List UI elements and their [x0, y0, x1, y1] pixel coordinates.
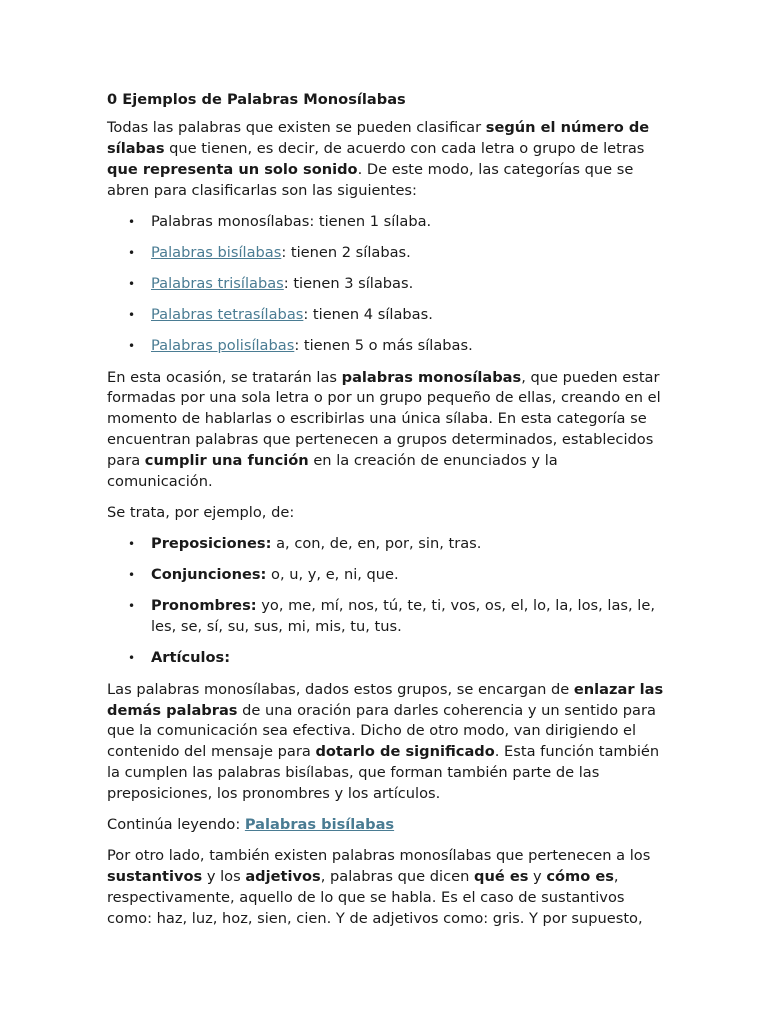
group-label: Pronombres: — [151, 597, 257, 615]
list-item — [151, 596, 667, 638]
page-title: 0 Ejemplos de Palabras Monosílabas — [107, 91, 406, 108]
article — [107, 90, 667, 940]
para4-text-1: Las palabras monosílabas, dados estos grupos, se encargan de — [107, 680, 574, 698]
category-text: : tienen 5 o más sílabas. — [294, 337, 473, 355]
list-item — [151, 534, 667, 555]
list-item — [151, 212, 667, 233]
intro-text-2: que tienen, es decir, de acuerdo con cada letra o grupo de letras — [164, 139, 645, 157]
para5-text-1: Por otro lado, también existen palabras monosílabas que pertenecen a los — [107, 846, 651, 864]
intro-bold-1: según el número de sílabas — [107, 118, 650, 157]
continue-label: Continúa leyendo: — [107, 816, 245, 834]
para5-text-5: , respectivamente, aquello de lo que se habla. Es el caso de sustantivos como: haz, luz, hoz, sien, cien. Y de adjetivos como: gris. Y por supuesto, — [107, 867, 643, 927]
group-label: Preposiciones: — [151, 534, 272, 552]
group-text: a, con, de, en, por, sin, tras. — [271, 534, 482, 552]
intro-text-1: Todas las palabras que existen se pueden clasificar — [107, 118, 486, 136]
category-text: : tienen 2 sílabas. — [281, 243, 411, 261]
word-groups-list — [107, 534, 667, 669]
para5-text-3: , palabras que dicen — [320, 867, 475, 885]
category-text: Palabras monosílabas: tienen 1 sílaba. — [151, 212, 432, 230]
para5-bold-1: sustantivos — [107, 867, 203, 885]
category-text: : tienen 4 sílabas. — [303, 306, 433, 324]
category-text: : tienen 3 sílabas. — [283, 274, 414, 292]
list-item — [151, 305, 667, 326]
continue-link-bisilabas[interactable]: Palabras bisílabas — [244, 816, 395, 834]
link-polisilabas[interactable]: Palabras polisílabas — [151, 337, 295, 355]
list-item — [151, 648, 667, 669]
link-bisilabas[interactable]: Palabras bisílabas — [151, 243, 282, 261]
group-text: yo, me, mí, nos, tú, te, ti, vos, os, el, lo, la, los, las, le, les, se, sí, su, sus, mi, mis, tu, tus. — [151, 597, 655, 636]
para2-bold-2: cumplir una función — [144, 452, 309, 470]
para2-text-1: En esta ocasión, se tratarán las — [107, 368, 342, 386]
intro-text-3: . De este modo, las categorías que se abren para clasificarlas son las siguientes: — [107, 160, 634, 199]
link-tetrasilabas[interactable]: Palabras tetrasílabas — [151, 306, 304, 324]
para5-bold-3: qué es — [474, 867, 529, 885]
para5-text-2: y los — [202, 867, 246, 885]
link-trisilabas[interactable]: Palabras trisílabas — [151, 274, 284, 292]
para5-bold-4: cómo es — [546, 867, 614, 885]
para4-text-3: . Esta función también la cumplen las palabras bisílabas, que forman también parte de las preposiciones, los pronombres y los artículos. — [107, 743, 660, 803]
group-text: o, u, y, e, ni, que. — [266, 566, 399, 584]
para4-bold-2: dotarlo de significado — [315, 743, 495, 761]
list-item — [151, 274, 667, 295]
group-label: Conjunciones: — [151, 566, 267, 584]
nouns-adjectives-paragraph — [107, 846, 667, 930]
group-label: Artículos: — [151, 649, 231, 667]
continue-reading — [107, 815, 667, 836]
examples-intro: Se trata, por ejemplo, de: — [107, 503, 295, 521]
intro-paragraph — [107, 118, 667, 202]
monosilabas-paragraph — [107, 368, 667, 493]
intro-bold-2: que representa un solo sonido — [107, 160, 358, 178]
para2-text-3: en la creación de enunciados y la comunicación. — [107, 452, 558, 491]
list-item — [151, 336, 667, 357]
para4-text-2: de una oración para darles coherencia y un sentido para que la comunicación sea efectiva. Dicho de otro modo, van dirigiendo el contenido del mensaje para — [107, 701, 656, 761]
para4-bold-1: enlazar las demás palabras — [107, 680, 664, 719]
function-paragraph — [107, 680, 667, 805]
list-item — [151, 565, 667, 586]
para5-bold-2: adjetivos — [245, 867, 321, 885]
para2-bold-1: palabras monosílabas — [341, 368, 522, 386]
para5-text-4: y — [528, 867, 547, 885]
para2-text-2: , que pueden estar formadas por una sola letra o por un grupo pequeño de ellas, creando en el momento de hablarlas o escribirlas una única sílaba. En esta categoría se encuentran palabras que pertenecen a grupos determinados, establecidos para — [107, 368, 661, 470]
syllable-categories-list — [107, 212, 667, 358]
list-item — [151, 243, 667, 264]
